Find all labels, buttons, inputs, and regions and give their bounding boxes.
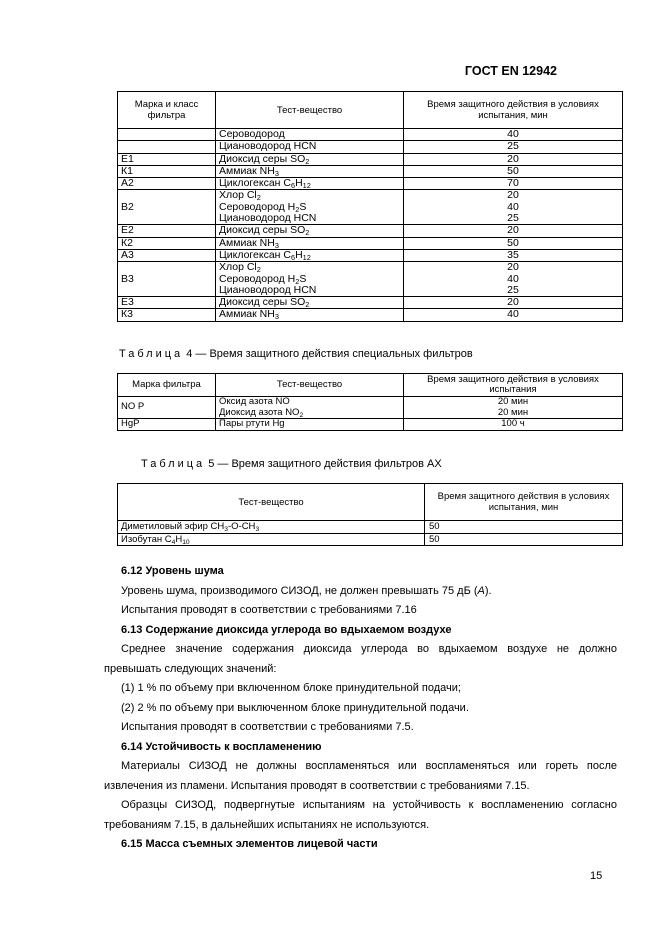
formula-text: S <box>299 200 307 213</box>
table-row <box>118 165 623 177</box>
document-code: ГОСТ EN 12942 <box>464 64 557 78</box>
formula-subscript: 2 <box>295 276 300 286</box>
time-value: 20 <box>507 261 519 274</box>
substance-text: Диоксид серы SO <box>219 296 306 309</box>
formula-subscript: 2 <box>295 204 300 214</box>
paragraph-text: Материалы СИЗОД не должны воспламеняться или воспламеняться или гореть после извлечения из пламени. Испытания проводят в соответствии с требованиями 7.15. <box>104 760 617 792</box>
table-row <box>118 237 623 249</box>
protection-time-cell: 50 <box>425 533 623 546</box>
substance-text: Аммиак NH <box>219 308 275 321</box>
substance-line <box>219 408 400 419</box>
substance-text: Аммиак NH <box>219 164 275 177</box>
col-header-filter-mark: Марка и класс фильтра <box>118 92 216 129</box>
section-heading <box>104 562 617 582</box>
test-substance-cell <box>216 153 404 165</box>
table4-caption-number: 4 <box>186 348 193 360</box>
t5-col-header-protection-time: Время защитного действия в условиях испытания, мин <box>425 484 623 521</box>
filter-mark-cell: К3 <box>118 309 216 321</box>
paragraph-text: Образцы СИЗОД, подвергнутые испытаниям на устойчивость к воспламенению согласно требованиям 7.15, в дальнейших испытаниях не используются. <box>104 799 617 831</box>
table4-caption-label: Таблица <box>119 348 184 360</box>
test-substance-cell <box>216 262 404 297</box>
protection-time-cell <box>404 141 623 153</box>
test-substance-cell <box>216 178 404 190</box>
filter-mark-cell <box>118 141 216 153</box>
test-substance-cell <box>216 419 404 431</box>
paragraph <box>104 699 617 719</box>
protection-time-cell <box>404 397 623 419</box>
substance-text: Циклогексан C <box>219 248 291 261</box>
formula-subscript: 6 <box>290 181 296 191</box>
substance-line <box>219 213 400 224</box>
formula-subscript: 12 <box>302 252 311 262</box>
table5-caption-title: — Время защитного действия фильтров AX <box>214 458 442 470</box>
table-row <box>118 141 623 153</box>
time-value: 100 ч <box>501 418 525 429</box>
page-number: 15 <box>590 870 603 882</box>
substance-text: Диметиловый эфир CH <box>121 521 225 532</box>
time-value: 20 мин <box>497 396 529 407</box>
table-row <box>118 178 623 190</box>
test-substance-cell <box>118 533 425 546</box>
substance-line <box>219 129 400 140</box>
protection-time-cell <box>404 237 623 249</box>
paragraph-text: 6.14 Устойчивость к воспламенению <box>121 740 322 753</box>
paragraph-text: 6.12 Уровень шума <box>121 565 224 577</box>
protection-time-cell <box>404 129 623 141</box>
filter-mark-cell <box>118 129 216 141</box>
filter-mark-cell: B2 <box>118 190 216 225</box>
time-value: 40 <box>507 308 519 321</box>
substance-text: Сероводород H <box>219 272 296 285</box>
paragraph <box>104 582 617 602</box>
time-value: 25 <box>507 212 519 225</box>
paragraph-text: (1) 1 % по объему при включенном блоке принудительной подачи; <box>121 682 461 694</box>
time-value: 70 <box>507 177 519 190</box>
paragraph <box>104 640 617 679</box>
test-substance-cell <box>216 309 404 321</box>
paragraph <box>104 718 617 738</box>
section-text <box>104 562 617 855</box>
formula-subscript: 3 <box>274 168 279 178</box>
paragraph <box>104 757 617 796</box>
time-value: 20 мин <box>497 406 529 418</box>
filter-mark-cell: NO P <box>118 397 216 419</box>
section-heading <box>104 738 617 758</box>
substance-text: Диоксид азота NO <box>219 406 300 418</box>
test-substance-cell <box>216 237 404 249</box>
substance-line <box>219 154 400 165</box>
time-value: 50 <box>507 164 519 177</box>
formula-subscript: 2 <box>305 156 310 166</box>
time-value: 20 <box>507 224 519 237</box>
time-value: 20 <box>507 152 519 165</box>
test-substance-cell <box>216 297 404 309</box>
substance-text: Аммиак NH <box>219 236 275 249</box>
table-row <box>118 521 623 534</box>
table5-caption-number: 5 <box>208 458 215 470</box>
test-substance-cell <box>216 397 404 419</box>
formula-subscript: 3 <box>224 526 228 533</box>
t4-col-header-protection-time: Время защитного действия в условиях испытания <box>404 374 623 397</box>
substance-line <box>219 419 400 430</box>
formula-subscript: 3 <box>255 526 260 533</box>
paragraph-text: 6.15 Масса съемных элементов лицевой части <box>121 838 378 850</box>
substance-text: Диоксид серы SO <box>219 224 306 237</box>
table4-caption <box>119 348 473 360</box>
test-substance-cell <box>216 249 404 261</box>
substance-line <box>219 250 400 261</box>
substance-text: Циклогексан C <box>219 177 291 190</box>
formula-text: -O-CH <box>227 521 256 532</box>
time-value: 40 <box>507 128 519 140</box>
paragraph-text: Испытания проводят в соответствии с требованиями 7.16 <box>121 604 417 616</box>
test-substance-cell <box>216 225 404 237</box>
section-heading <box>104 835 617 855</box>
special-filters-table <box>117 373 623 431</box>
time-value: 25 <box>507 140 519 153</box>
formula-subscript: 2 <box>305 228 310 238</box>
formula-subscript: 3 <box>274 312 279 322</box>
table-row <box>118 190 623 225</box>
table5-body <box>118 521 623 546</box>
table-row <box>118 225 623 237</box>
substance-line <box>219 297 400 308</box>
protection-time-cell <box>404 153 623 165</box>
paragraph-text: 6.13 Содержание диоксида углерода во вдыхаемом воздухе <box>121 623 452 636</box>
paragraph-tail: ). <box>484 584 492 597</box>
time-value: 35 <box>507 248 519 261</box>
table-row <box>118 153 623 165</box>
substance-text: Диоксид серы SO <box>219 152 306 165</box>
time-value: 40 <box>507 272 519 285</box>
col-header-test-substance: Тест-вещество <box>216 92 404 129</box>
substance-text: Изобутан C <box>121 533 172 545</box>
formula-subscript: 3 <box>274 240 279 250</box>
paragraph <box>104 601 617 621</box>
substance-text: Циановодород HCN <box>219 140 317 153</box>
substance-line <box>219 238 400 249</box>
table-row <box>118 129 623 141</box>
table5-caption-label: Таблица <box>141 458 206 470</box>
table-row <box>118 533 623 546</box>
protection-time-cell <box>404 419 623 431</box>
substance-line <box>219 178 400 189</box>
formula-subscript: 2 <box>256 265 261 275</box>
substance-text: Циановодород HCN <box>219 283 317 296</box>
paragraph <box>104 679 617 699</box>
filter-mark-cell: A3 <box>118 249 216 261</box>
paragraph-text: Уровень шума, производимого СИЗОД, не должен превышать 75 дБ ( <box>121 584 478 597</box>
table3-body <box>118 129 623 322</box>
test-substance-cell <box>118 521 425 534</box>
substance-text: Хлор Cl <box>219 261 257 274</box>
formula-subscript: 2 <box>299 411 304 419</box>
table-row <box>118 249 623 261</box>
protection-time-cell <box>404 165 623 177</box>
substance-text: Пары ртути Hg <box>219 418 285 429</box>
filter-mark-cell: E3 <box>118 297 216 309</box>
filter-mark-cell: К2 <box>118 237 216 249</box>
substance-text: Хлор Cl <box>219 189 257 202</box>
table-row <box>118 397 623 419</box>
time-value: 25 <box>507 283 519 296</box>
test-substance-cell <box>216 165 404 177</box>
protection-time-cell <box>404 309 623 321</box>
col-header-protection-time: Время защитного действия в условиях испытания, мин <box>404 92 623 129</box>
formula-text: H <box>295 177 303 190</box>
filter-mark-cell: К1 <box>118 165 216 177</box>
table-row <box>118 419 623 431</box>
protection-time-cell <box>404 190 623 225</box>
time-value: 20 <box>507 296 519 309</box>
formula-subscript: 12 <box>302 181 311 191</box>
substance-text: Сероводород H <box>219 200 296 213</box>
filter-mark-cell: E2 <box>118 225 216 237</box>
substance-text: Оксид азота NO <box>219 396 290 407</box>
protection-time-cell <box>404 225 623 237</box>
time-value: 50 <box>507 236 519 249</box>
paragraph-text: Испытания проводят в соответствии с требованиями 7.5. <box>121 721 414 733</box>
filter-mark-cell: B3 <box>118 262 216 297</box>
formula-text: S <box>299 272 307 285</box>
ax-filters-table <box>117 483 623 546</box>
formula-subscript: 2 <box>305 300 310 310</box>
substance-line <box>219 309 400 320</box>
protection-time-cell: 50 <box>425 521 623 534</box>
substance-text: Сероводород <box>219 128 285 140</box>
substance-line <box>219 166 400 177</box>
table-row <box>118 262 623 297</box>
formula-subscript: 4 <box>171 538 176 546</box>
substance-line <box>219 225 400 236</box>
table-row <box>118 297 623 309</box>
substance-text: Циановодород HCN <box>219 212 317 225</box>
emphasis-text: А <box>477 584 485 597</box>
protection-time-cell <box>404 178 623 190</box>
table-row <box>118 309 623 321</box>
paragraph-text: (2) 2 % по объему при выключенном блоке принудительной подачи. <box>121 701 469 714</box>
t5-col-header-test-substance: Тест-вещество <box>118 484 425 521</box>
test-substance-cell <box>216 190 404 225</box>
protection-time-cell <box>404 297 623 309</box>
paragraph <box>104 796 617 835</box>
substance-line <box>219 285 400 296</box>
table4-caption-title: — Время защитного действия специальных фильтров <box>192 348 473 360</box>
filter-mark-cell: HgP <box>118 419 216 431</box>
formula-subscript: 10 <box>182 538 190 546</box>
protection-time-cell <box>404 249 623 261</box>
filter-mark-cell: A2 <box>118 178 216 190</box>
formula-subscript: 6 <box>290 252 296 262</box>
paragraph-text: Среднее значение содержания диоксида углерода во вдыхаемом воздухе не должно превышать следующих значений: <box>104 643 617 675</box>
time-value: 20 <box>507 189 519 202</box>
table5-caption <box>141 458 442 470</box>
t4-col-header-filter-mark: Марка фильтра <box>118 374 216 397</box>
test-substance-cell <box>216 129 404 141</box>
time-value: 40 <box>507 200 519 213</box>
protection-time-cell <box>404 262 623 297</box>
formula-text: H <box>175 533 183 545</box>
filter-protection-time-table <box>117 91 623 322</box>
formula-subscript: 2 <box>256 193 261 203</box>
formula-text: H <box>295 248 303 261</box>
filter-mark-cell: E1 <box>118 153 216 165</box>
table4-body <box>118 397 623 431</box>
section-heading <box>104 621 617 641</box>
t4-col-header-test-substance: Тест-вещество <box>216 374 404 397</box>
test-substance-cell <box>216 141 404 153</box>
substance-line <box>219 141 400 152</box>
